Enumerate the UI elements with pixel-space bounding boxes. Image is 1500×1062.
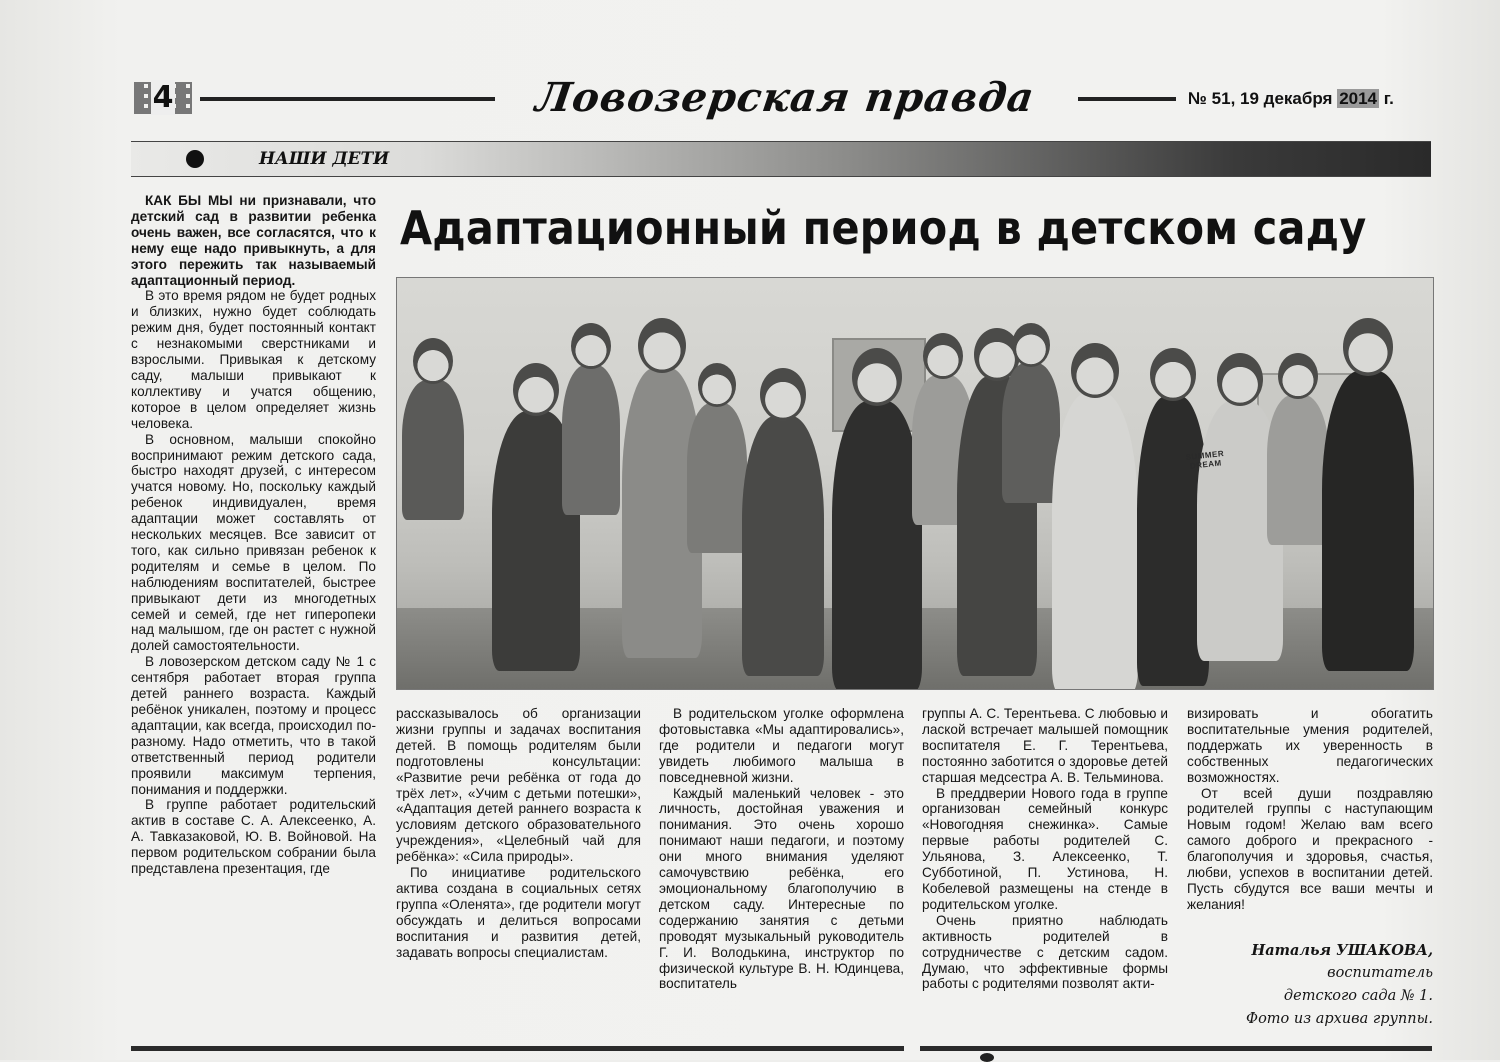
torso: [1267, 395, 1329, 545]
section-bar: [131, 141, 1431, 177]
footer-rule: [920, 1046, 1432, 1051]
paragraph: группы А. С. Терентьева. С любовью и лаской встречает малышей помощник воспитателя Е. Г. Терентьева, постоянно заботится о здоровье детей старшая медсестра А. В. Тельминова.: [922, 706, 1168, 785]
head: [1278, 353, 1318, 399]
head: [760, 368, 806, 421]
paragraph: В основном, малыши спокойно воспринимают режим детского сада, быстро находят друзей, с интересом учатся новому. Но, поскольку каждый ребенок индивидуален, время адаптации может составлять от нескольких месяцев. Все зависит от того, как сильно привязан ребенок к родителям и семье в целом. По наблюдениям воспитателей, быстрее привыкают дети из многодетных семей и семей, где нет гиперопеки над малышом, где он растет с нужной долей самостоятельности.: [131, 431, 376, 654]
paragraph: рассказывалось об организации жизни группы и задачах воспитания детей. В помощь родителям были подготовлены консультации: «Развитие речи ребёнка от года до трёх лет», «Учим с детьми потешки», «Адаптация детей раннего возраста к условиям детского образовательного учреждения», «Целебный чай для ребёнка»: «Сила природы».: [396, 706, 641, 865]
masthead-rule-right: [1078, 97, 1176, 101]
paragraph: В родительском уголке оформлена фотовыставка «Мы адаптировались», где родители и педагоги могут увидеть любимого малыша в повседневной жизни.: [659, 706, 904, 785]
article-headline: Адаптационный период в детском саду: [400, 201, 1367, 255]
issue-year: 2014: [1339, 89, 1378, 108]
article-photo: [396, 277, 1434, 690]
head: [923, 333, 963, 379]
author-name: Наталья УШАКОВА,: [1251, 941, 1433, 959]
paragraph: От всей души поздравляю родителей группы с наступающим Новым годом! Желаю вам всего самого доброго и прекрасного - благополучия и здоровья, счастья, любви, успехов в воспитании детей. Пусть сбудутся все ваши мечты и желания!: [1187, 785, 1433, 912]
article-column-3: [659, 706, 904, 992]
paragraph: В ловозерском детском саду № 1 с сентября работает вторая группа детей раннего возраста. Каждый ребёнок уникален, поэтому и процесс адаптации, как всегда, происходил по-разному. Надо отметить, что в такой ответственный период родители проявили максимум терпения, понимания и поддержки.: [131, 654, 376, 797]
page-number: 4: [134, 82, 192, 114]
masthead: [128, 74, 1433, 121]
paragraph: В группе работает родительский актив в составе С. А. Алексеенко, А. А. Тавказаковой, Ю. В. Войновой. На первом родительском собрании была представлена презентация, где: [131, 797, 376, 877]
torso: [1002, 363, 1060, 503]
shirt-print: SUMMER DREAM: [1185, 449, 1225, 471]
torso: [742, 416, 824, 676]
photo-credit: Фото из архива группы.: [1246, 1010, 1433, 1027]
article-lead: КАК БЫ МЫ ни признавали, что детский сад в развитии ребенка очень важен, все согласятся, что к нему еще надо привыкнуть, а для этого пережить так называемый адаптационный период.: [131, 193, 376, 288]
footer-rule: [131, 1046, 904, 1051]
article-column-1: [131, 193, 376, 877]
author-role: воспитатель: [1327, 964, 1433, 981]
paragraph: Каждый маленький человек - это личность, достойная уважения и понимания. Это очень хорошо понимают наши педагоги, и поэтому они много внимания уделяют самочувствию ребёнка, его эмоциональному благополучию в детском саду. Интересные по содержанию занятия с детьми проводят музыкальный руководитель Г. И. Володькина, инструктор по физической культуре В. Н. Юдинцева, воспитатель: [659, 785, 904, 992]
signature-block: [1187, 939, 1433, 1031]
head: [1217, 353, 1263, 406]
head: [1150, 348, 1196, 401]
torso: [1322, 371, 1414, 671]
head: [571, 323, 611, 369]
issue-info: № 51, 19 декабря 2014 г.: [1188, 89, 1394, 108]
newspaper-title: Ловозерская правда: [532, 74, 1038, 121]
head: [1343, 318, 1393, 376]
paragraph: В преддверии Нового года в группе организован семейный конкурс «Новогодняя снежинка». Самые первые работы родителей С. Ульянова, З. Алексеенко, Т. Субботиной, П. Устинова, Н. Кобелевой размещены на стенде в родительском уголке.: [922, 785, 1168, 912]
paragraph: По инициативе родительского актива создана в социальных сетях группа «Оленята», где родители могут обсуждать и делиться вопросами воспитания и развития детей, задавать вопросы специалистам.: [396, 865, 641, 960]
torso: [402, 380, 464, 520]
torso: [687, 403, 747, 553]
paragraph: Очень приятно наблюдать активность родителей в сотрудничестве с детским садом. Думаю, что эффективные формы работы с родителями позволят акти-: [922, 912, 1168, 992]
torso: [832, 401, 922, 691]
article-column-4: [922, 706, 1168, 992]
head: [852, 348, 902, 406]
torso: [1052, 393, 1138, 690]
head: [1071, 343, 1119, 398]
head: [513, 363, 559, 416]
author-organization: детского сада № 1.: [1283, 987, 1433, 1004]
paragraph: визировать и обогатить воспитательные умения родителей, поддержать их уверенность в собственных педагогических возможностях.: [1187, 706, 1433, 785]
article-column-5: [1187, 706, 1433, 1031]
head: [1012, 323, 1050, 367]
head: [698, 363, 736, 407]
torso: [562, 365, 620, 515]
paragraph: В это время рядом не будет родных и близких, нужно будет соблюдать режим дня, будет постоянный контакт с незнакомыми сверстниками и взрослыми. Привыкая к детскому саду, малыши привыкают к коллективу и учатся общению, которое в целом определяет жизнь человека.: [131, 288, 376, 431]
section-label: НАШИ ДЕТИ: [259, 149, 390, 169]
bullet-icon: [980, 1053, 994, 1062]
masthead-rule-left: [200, 97, 495, 101]
head: [638, 318, 686, 373]
bullet-icon: [186, 150, 204, 168]
head: [413, 338, 453, 384]
article-column-2: [396, 706, 641, 961]
